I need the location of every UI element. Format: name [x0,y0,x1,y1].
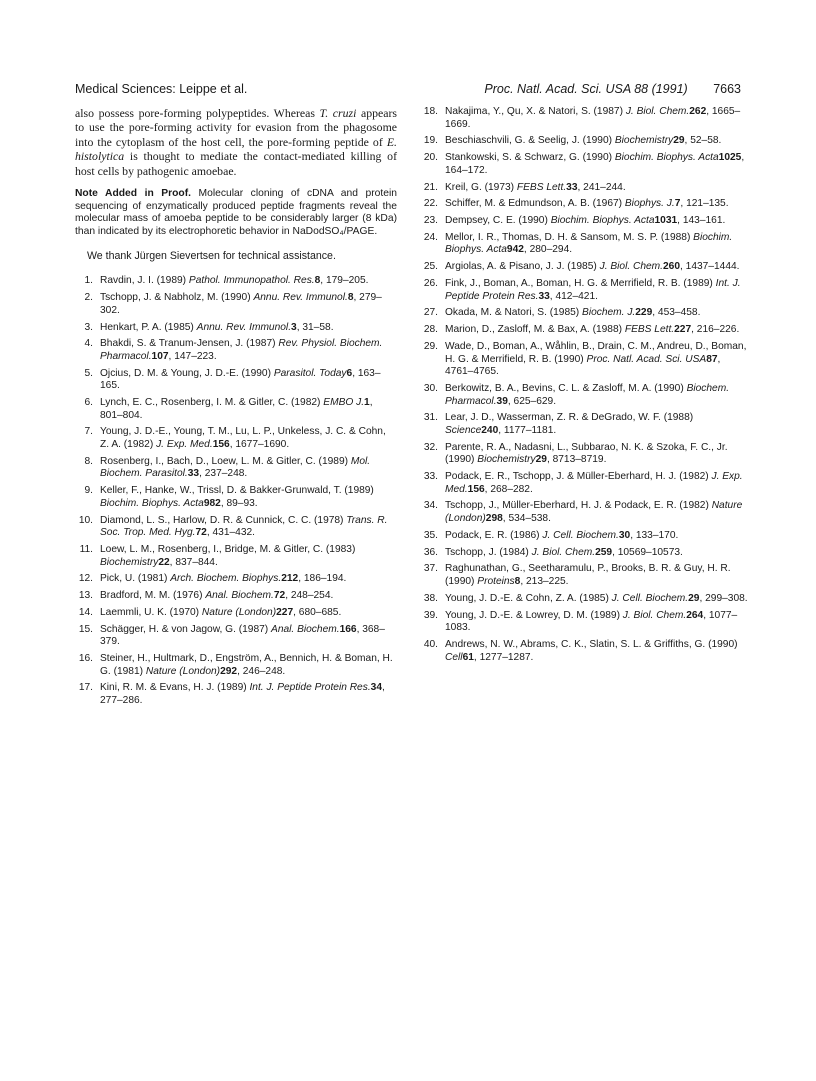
reference-authors: Young, J. D.-E. & Lowrey, D. M. (1989) [445,609,623,621]
reference-number: 18. [423,106,438,117]
reference-journal: J. Cell. Biochem. [542,529,619,541]
reference-item [420,198,750,211]
reference-item [75,682,397,707]
reference-item [420,152,750,177]
reference-volume: 30 [618,529,631,541]
reference-number: 7. [84,426,93,438]
reference-authors: Fink, J., Boman, A., Boman, H. G. & Merrifield, R. B. (1989) [445,278,716,290]
reference-number: 19. [423,135,438,147]
reference-authors: Nakajima, Y., Qu, X. & Natori, S. (1987) [445,106,626,117]
body-paragraph [75,106,397,178]
reference-item [420,383,750,408]
reference-item [75,544,397,569]
reference-journal: Cell [445,651,463,663]
reference-pages: , 431–432. [206,527,255,539]
reference-volume: 212 [281,573,299,585]
reference-authors: Podack, E. R. (1986) [445,529,543,541]
reference-pages: , 31–58. [296,321,334,333]
reference-authors: Rosenberg, I., Bach, D., Loew, L. M. & Gitler, C. (1989) [100,455,351,467]
reference-pages: , 1277–1287. [473,651,534,663]
reference-authors: Podack, E. R., Tschopp, J. & Müller-Eberhard, H. J. (1982) [445,471,712,483]
reference-pages: , 268–282. [484,483,533,495]
reference-pages: , 241–244. [577,181,626,193]
reference-number: 39. [423,609,438,621]
reference-item [420,278,750,303]
reference-volume: 22 [158,556,170,568]
reference-number: 17. [78,682,93,694]
reference-number: 32. [423,441,438,453]
reference-authors: Henkart, P. A. (1985) [100,321,197,333]
reference-volume: 156 [467,483,485,495]
note-title: Note Added in Proof. [75,188,191,200]
reference-item [420,182,750,195]
reference-journal: Biochem. Pharmacol. [445,382,730,407]
acknowledgement: We thank Jürgen Sievertsen for technical assistance. [87,250,336,263]
reference-pages: , 163–165. [100,367,381,392]
reference-number: 37. [423,563,438,575]
reference-number: 15. [78,623,93,635]
reference-number: 1. [84,275,93,287]
note-added-in-proof [75,188,397,238]
reference-volume: 107 [151,350,169,362]
reference-volume: 29 [688,592,700,604]
reference-journal: Trans. R. Soc. Trop. Med. Hyg. [100,514,388,539]
running-head-left: Medical Sciences: Leippe et al. [75,82,248,96]
reference-number: 11. [79,543,93,555]
reference-number: 21. [423,181,438,193]
reference-authors: Bhakdi, S. & Tranum-Jensen, J. (1987) [100,338,279,350]
reference-number: 33. [423,471,438,483]
reference-journal: J. Cell. Biochem. [611,592,689,604]
reference-pages: , 216–226. [691,324,740,336]
reference-pages: , 186–194. [298,573,347,585]
reference-item [75,338,397,363]
species-name: E. histolytica [75,134,397,164]
species-name: T. cruzi [319,106,357,120]
reference-pages: , 1437–1444. [680,261,740,273]
reference-item [75,368,397,393]
reference-pages: , 412–421. [549,290,598,302]
reference-journal: Parasitol. Today [273,367,347,379]
reference-authors: Raghunathan, G., Seetharamulu, P., Brooks, B. R. & Guy, H. R. (1990) [445,563,731,587]
reference-number: 23. [423,215,438,227]
reference-pages: , 453–458. [652,307,701,319]
reference-journal: Nature (London) [445,500,743,525]
reference-pages: , 837–844. [169,556,218,568]
reference-journal: Biochemistry [477,454,536,466]
reference-pages: , 10569–10573. [612,546,683,558]
reference-authors: Laemmli, U. K. (1970) [100,606,202,618]
reference-journal: Anal. Biochem. [271,623,340,635]
reference-number: 24. [423,231,438,243]
reference-volume: 259 [595,546,613,558]
reference-pages: , 143–161. [677,215,726,227]
reference-pages: , 4761–4765. [445,353,721,378]
reference-item [420,639,750,664]
reference-authors: Lear, J. D., Wasserman, Z. R. & DeGrado, W. F. (1988) [445,412,694,424]
reference-journal: Biophys. J. [624,198,675,210]
reference-authors: Schägger, H. & von Jagow, G. (1987) [100,623,272,635]
reference-item [420,442,750,467]
running-head-right [484,82,741,96]
left-column [75,106,397,712]
reference-authors: Diamond, L. S., Harlow, D. R. & Cunnick, C. C. (1978) [100,514,347,526]
reference-authors: Okada, M. & Natori, S. (1985) [445,307,583,319]
reference-journal: Nature (London) [145,665,221,677]
reference-pages: , 121–135. [680,198,729,210]
reference-volume: 33 [187,468,200,480]
reference-authors: Pick, U. (1981) [100,573,171,585]
reference-volume: 34 [370,682,382,694]
reference-volume: 982 [203,497,221,509]
reference-authors: Argiolas, A. & Pisano, J. J. (1985) [445,261,600,273]
reference-volume: 29 [673,135,685,147]
reference-volume: 229 [635,307,653,319]
reference-volume: 166 [339,623,357,635]
reference-authors: Loew, L. M., Rosenberg, I., Bridge, M. & Gitler, C. (1983) [100,543,356,555]
note-text: Molecular cloning of cDNA and protein sequencing of enzymatically produced peptide fragments reveal the molecular mass of amoeba peptide to be considerably larger (8 kDa) than indicated by its electrophoretic behavior in NaDodSO₄/PAGE. [75,188,397,237]
reference-item [420,547,750,560]
reference-item [420,341,750,379]
reference-pages: , 147–223. [168,350,217,362]
reference-volume: 156 [212,439,230,451]
reference-pages: , 534–538. [502,513,551,525]
reference-volume: 240 [481,424,499,436]
reference-item [75,275,397,288]
reference-volume: 39 [496,395,508,407]
reference-volume: 87 [706,353,718,365]
reference-authors: Tschopp, J., Müller-Eberhard, H. J. & Podack, E. R. (1982) [445,500,712,512]
reference-journal: Int. J. Peptide Protein Res. [445,278,741,302]
reference-authors: Wade, D., Boman, A., Wåhlin, B., Drain, C. M., Andreu, D., Boman, H. G. & Merrifield, R. B. (1990) [445,340,747,365]
reference-volume: 1025 [718,152,742,164]
reference-pages: , 625–629. [507,395,557,407]
reference-pages: , 1177–1181. [498,424,557,436]
reference-volume: 227 [674,324,692,336]
reference-journal: Biochim. Biophys. Acta [550,215,655,227]
reference-volume: 298 [485,513,503,525]
reference-number: 28. [423,324,438,336]
reference-journal: Proc. Natl. Acad. Sci. USA [586,353,707,365]
reference-pages: , 179–205. [320,275,369,287]
reference-journal: Arch. Biochem. Biophys. [170,573,282,585]
reference-item [420,232,750,257]
reference-journal: J. Biol. Chem. [625,106,690,117]
reference-journal: Biochemistry [100,556,159,568]
reference-volume: 262 [689,106,707,117]
reference-number: 30. [423,382,438,394]
reference-journal: Science [445,424,482,436]
reference-volume: 1031 [654,215,678,227]
reference-number: 5. [84,367,93,379]
reference-pages: , 1665–1669. [445,106,741,130]
reference-pages: , 299–308. [699,592,748,604]
reference-pages: , 680–685. [293,606,342,618]
reference-number: 31. [423,412,438,424]
reference-authors: Ravdin, J. I. (1989) [100,275,189,287]
reference-number: 22. [423,198,438,210]
reference-pages: , 1077–1083. [445,609,738,634]
reference-journal: Biochemistry [614,135,674,147]
reference-item [420,412,750,437]
reference-authors: Stankowski, S. & Schwarz, G. (1990) [445,152,615,164]
reference-number: 16. [78,653,93,665]
reference-pages: , 8713–8719. [546,454,607,466]
reference-item [75,292,397,317]
reference-number: 29. [423,340,438,352]
reference-volume: 8 [514,575,521,587]
body-text-part: is thought to mediate the contact-mediated killing of host cells by pathogenic amoebae. [75,149,397,178]
reference-list-left [75,275,397,707]
reference-authors: Marion, D., Zasloff, M. & Bax, A. (1988) [445,324,625,336]
reference-volume: 72 [195,527,207,539]
reference-pages: , 133–170. [630,529,679,541]
reference-pages: , 277–286. [100,682,385,707]
reference-journal: Biochim. Biophys. Acta [614,152,719,164]
reference-item [75,590,397,603]
reference-item [75,456,397,481]
reference-pages: , 801–804. [100,397,373,421]
reference-number: 25. [423,261,438,273]
page-number: 7663 [713,82,741,96]
reference-item [420,261,750,274]
reference-number: 4. [84,338,93,350]
reference-item [420,307,750,320]
reference-item [75,607,397,620]
reference-list-right [420,106,750,664]
reference-number: 40. [423,638,438,650]
reference-item [75,426,397,451]
reference-item [75,485,397,510]
reference-authors: Schiffer, M. & Edmundson, A. B. (1967) [445,198,625,210]
reference-item [420,563,750,588]
reference-number: 27. [423,307,438,319]
reference-number: 38. [423,592,438,604]
reference-authors: Parente, R. A., Nadasni, L., Subbarao, N. K. & Szoka, F. C., Jr. (1990) [445,441,728,466]
reference-journal: Annu. Rev. Immunol. [253,292,348,304]
reference-authors: Beschiaschvili, G. & Seelig, J. (1990) [445,135,615,147]
reference-item [420,530,750,543]
reference-authors: Steiner, H., Hultmark, D., Engström, A., Bennich, H. & Boman, H. G. (1981) [100,653,393,677]
reference-journal: Biochim. Biophys. Acta [445,231,733,256]
body-text-part: appears to use the pore-forming activity for evasion from the phagosome into the cytoplasm of the host cell, the pore-forming peptide of [75,106,397,149]
reference-number: 3. [84,321,93,333]
reference-authors: Kreil, G. (1973) [445,181,517,193]
reference-number: 36. [423,546,438,558]
reference-pages: , 280–294. [523,244,573,256]
reference-item [75,515,397,540]
reference-pages: , 213–225. [520,575,569,587]
reference-item [75,573,397,586]
reference-journal: J. Biol. Chem. [599,261,664,273]
reference-journal: Int. J. Peptide Protein Res. [249,682,371,694]
reference-journal: J. Exp. Med. [445,471,743,495]
reference-journal: Anal. Biochem. [205,590,274,602]
reference-volume: 292 [220,665,238,677]
reference-volume: 260 [663,261,681,273]
reference-journal: EMBO J. [323,397,365,409]
reference-volume: 264 [686,609,704,621]
reference-number: 9. [84,485,93,497]
reference-journal: J. Biol. Chem. [622,609,687,621]
reference-authors: Young, J. D.-E. & Cohn, Z. A. (1985) [445,592,612,604]
reference-volume: 227 [276,606,294,618]
reference-journal: Rev. Physiol. Biochem. Pharmacol. [100,338,383,362]
reference-volume: 7 [674,198,681,210]
reference-number: 2. [84,292,93,304]
reference-pages: , 164–172. [445,152,745,176]
reference-authors: Young, J. D.-E., Young, T. M., Lu, L. P., Unkeless, J. C. & Cohn, Z. A. (1982) [100,426,386,451]
reference-volume: 3 [291,321,297,333]
reference-journal: Pathol. Immunopathol. Res. [188,275,315,287]
reference-authors: Berkowitz, B. A., Bevins, C. L. & Zasloff, M. A. (1990) [445,382,687,394]
reference-volume: 29 [535,454,547,466]
reference-authors: Dempsey, C. E. (1990) [445,215,551,227]
reference-authors: Keller, F., Hanke, W., Trissl, D. & Bakker-Grunwald, T. (1989) [100,485,374,497]
reference-item [420,471,750,496]
reference-item [75,653,397,678]
reference-volume: 8 [314,275,321,287]
reference-number: 10. [78,514,93,526]
reference-journal: Proteins [477,575,515,587]
reference-volume: 942 [506,244,524,256]
reference-pages: , 246–248. [237,665,286,677]
reference-number: 13. [78,590,93,602]
reference-authors: Tschopp, J. (1984) [445,546,532,558]
reference-pages: , 52–58. [684,135,722,147]
reference-number: 34. [423,500,438,512]
body-text-part: also possess pore-forming polypeptides. Whereas [75,106,320,120]
reference-item [420,324,750,337]
reference-authors: Ojcius, D. M. & Young, J. D.-E. (1990) [100,367,274,379]
journal-citation: Proc. Natl. Acad. Sci. USA 88 (1991) [484,82,688,96]
reference-journal: J. Exp. Med. [156,439,213,451]
right-column [420,106,750,668]
reference-number: 12. [78,573,93,585]
reference-item [420,135,750,148]
reference-authors: Bradford, M. M. (1976) [100,590,206,602]
reference-pages: , 237–248. [199,468,248,480]
reference-pages: , 248–254. [285,590,334,602]
reference-item [75,397,397,422]
reference-authors: Kini, R. M. & Evans, H. J. (1989) [100,682,250,694]
reference-journal: FEBS Lett. [624,324,675,336]
page-header [75,82,741,98]
reference-journal: Mol. Biochem. Parasitol. [100,455,371,480]
reference-pages: , 279–302. [100,292,382,316]
reference-pages: , 89–93. [220,497,258,509]
reference-volume: 61 [462,651,474,663]
reference-volume: 1 [364,397,370,409]
reference-journal: Nature (London) [201,606,277,618]
reference-item [420,106,750,131]
reference-authors: Tschopp, J. & Nabholz, M. (1990) [100,292,254,304]
reference-item [420,610,750,635]
reference-volume: 6 [346,367,353,379]
reference-authors: Andrews, N. W., Abrams, C. K., Slatin, S. L. & Griffiths, G. (1990) [445,638,738,650]
reference-journal: Biochim. Biophys. Acta [100,497,204,509]
reference-volume: 33 [538,290,550,302]
reference-pages: , 1677–1690. [229,439,290,451]
reference-authors: Lynch, E. C., Rosenberg, I. M. & Gitler, C. (1982) [100,397,324,409]
reference-number: 20. [423,152,438,164]
reference-volume: 33 [566,181,578,193]
reference-journal: J. Biol. Chem. [531,546,596,558]
reference-item [420,215,750,228]
reference-item [75,322,397,335]
reference-number: 8. [84,455,93,467]
reference-number: 26. [423,278,438,290]
reference-volume: 8 [347,292,354,304]
reference-journal: FEBS Lett. [516,181,567,193]
reference-journal: Biochem. J. [582,307,636,319]
reference-journal: Annu. Rev. Immunol. [196,321,292,333]
reference-item [420,593,750,606]
reference-volume: 72 [273,590,286,602]
reference-item [420,500,750,525]
reference-item [75,624,397,649]
reference-number: 14. [78,606,93,618]
reference-pages: , 368–379. [100,623,385,648]
reference-number: 6. [84,397,93,409]
reference-authors: Mellor, I. R., Thomas, D. H. & Sansom, M. S. P. (1988) [445,231,694,243]
reference-number: 35. [423,529,438,541]
